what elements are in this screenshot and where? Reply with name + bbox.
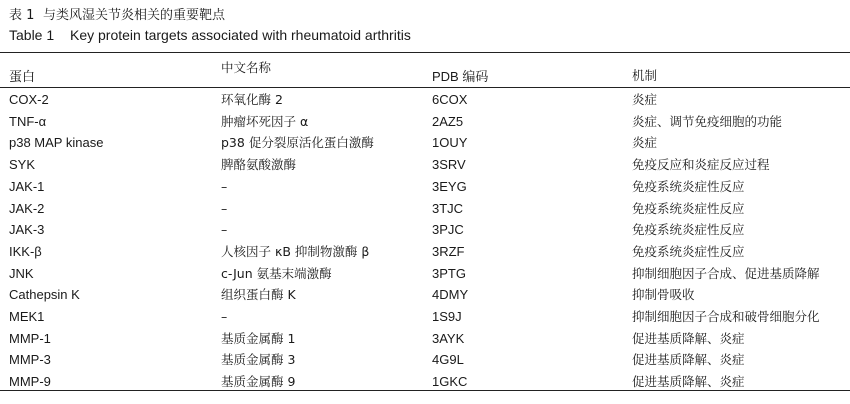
chinese-name-cell: 基质金属酶 1 — [221, 330, 296, 346]
protein-cell: MEK1 — [9, 309, 45, 324]
header-mechanism: 机制 — [632, 68, 658, 83]
mechanism-cell: 炎症 — [632, 135, 658, 151]
table-row — [0, 154, 850, 176]
chinese-name-cell: 环氧化酶 2 — [221, 92, 283, 107]
mechanism-cell: 免疫反应和炎症反应过程 — [632, 157, 770, 173]
pdb-code-cell: 3PTG — [432, 265, 466, 281]
table-caption-zh — [9, 4, 225, 23]
mechanism-cell: 促进基质降解、炎症 — [632, 374, 745, 390]
table-row — [0, 284, 850, 306]
protein-cell: MMP-9 — [9, 374, 51, 390]
table-row — [0, 328, 850, 350]
protein-cell: TNF-α — [9, 113, 47, 129]
chinese-name-cell: c-Jun 氨基末端激酶 — [221, 265, 332, 281]
pdb-code-cell: 3RZF — [432, 243, 465, 259]
table-number-en: Table 1 — [9, 27, 55, 43]
protein-cell: JAK-2 — [9, 200, 45, 216]
table-title-en: Key protein targets associated with rheumatoid arthritis — [70, 27, 411, 43]
table-row — [0, 176, 850, 198]
protein-cell: MMP-1 — [9, 330, 51, 346]
chinese-name-cell: 基质金属酶 9 — [221, 374, 296, 390]
table-row — [0, 111, 850, 133]
table-row — [0, 306, 850, 328]
mechanism-cell: 抑制细胞因子合成和破骨细胞分化 — [632, 309, 820, 324]
table-top-rule — [0, 52, 850, 53]
protein-cell: JAK-3 — [9, 222, 45, 238]
pdb-code-cell: 1S9J — [432, 309, 462, 324]
table-row — [0, 349, 850, 371]
mechanism-cell: 抑制细胞因子合成、促进基质降解 — [632, 265, 820, 281]
table-row — [0, 219, 850, 241]
chinese-name-cell: 基质金属酶 3 — [221, 352, 296, 368]
pdb-code-cell: 1OUY — [432, 135, 468, 151]
protein-cell: JNK — [9, 265, 34, 281]
table-bottom-rule — [0, 390, 850, 391]
protein-cell: MMP-3 — [9, 352, 51, 368]
table-title-zh: 与类风湿关节炎相关的重要靶点 — [43, 8, 226, 23]
pdb-code-cell: 1GKC — [432, 374, 468, 390]
header-chinese-name: 中文名称 — [221, 60, 272, 75]
mechanism-cell: 炎症 — [632, 92, 658, 107]
chinese-name-cell: p38 促分裂原活化蛋白激酶 — [221, 135, 374, 151]
table-row — [0, 198, 850, 220]
table-header-row — [0, 56, 850, 86]
pdb-code-cell: 3PJC — [432, 222, 464, 238]
protein-cell: COX-2 — [9, 92, 49, 107]
pdb-code-cell: 3TJC — [432, 200, 464, 216]
pdb-code-cell: 4DMY — [432, 287, 469, 303]
protein-cell: Cathepsin K — [9, 287, 80, 303]
mechanism-cell: 促进基质降解、炎症 — [632, 330, 745, 346]
mechanism-cell: 免疫系统炎症性反应 — [632, 222, 745, 238]
pdb-code-cell: 3EYG — [432, 178, 467, 194]
chinese-name-cell: 脾酪氨酸激酶 — [221, 157, 297, 173]
header-protein: 蛋白 — [9, 69, 36, 84]
mechanism-cell: 抑制骨吸收 — [632, 287, 695, 303]
pdb-code-cell: 4G9L — [432, 352, 464, 368]
chinese-name-cell: – — [221, 309, 228, 324]
table-row — [0, 241, 850, 263]
protein-cell: JAK-1 — [9, 178, 45, 194]
header-pdb-code: PDB 编码 — [432, 69, 489, 84]
pdb-code-cell: 6COX — [432, 92, 468, 107]
chinese-name-cell: – — [221, 178, 228, 194]
chinese-name-cell: 人核因子 κB 抑制物激酶 β — [221, 243, 370, 259]
table-row — [0, 263, 850, 285]
pdb-code-cell: 2AZ5 — [432, 113, 464, 129]
mechanism-cell: 炎症、调节免疫细胞的功能 — [632, 113, 783, 129]
chinese-name-cell: – — [221, 222, 228, 238]
protein-cell: SYK — [9, 157, 36, 173]
chinese-name-cell: 肿瘤坏死因子 α — [221, 113, 309, 129]
table-caption-en — [9, 27, 411, 43]
chinese-name-cell: 组织蛋白酶 K — [221, 287, 296, 303]
mechanism-cell: 免疫系统炎症性反应 — [632, 200, 745, 216]
mechanism-cell: 促进基质降解、炎症 — [632, 352, 745, 368]
table-row — [0, 89, 850, 111]
table-row — [0, 132, 850, 154]
protein-cell: IKK-β — [9, 243, 42, 259]
table-number-zh: 表 1 — [9, 8, 35, 23]
pdb-code-cell: 3SRV — [432, 157, 466, 173]
mechanism-cell: 免疫系统炎症性反应 — [632, 178, 745, 194]
protein-cell: p38 MAP kinase — [9, 135, 104, 151]
chinese-name-cell: – — [221, 200, 228, 216]
table-header-rule — [0, 87, 850, 88]
mechanism-cell: 免疫系统炎症性反应 — [632, 243, 745, 259]
pdb-code-cell: 3AYK — [432, 330, 465, 346]
